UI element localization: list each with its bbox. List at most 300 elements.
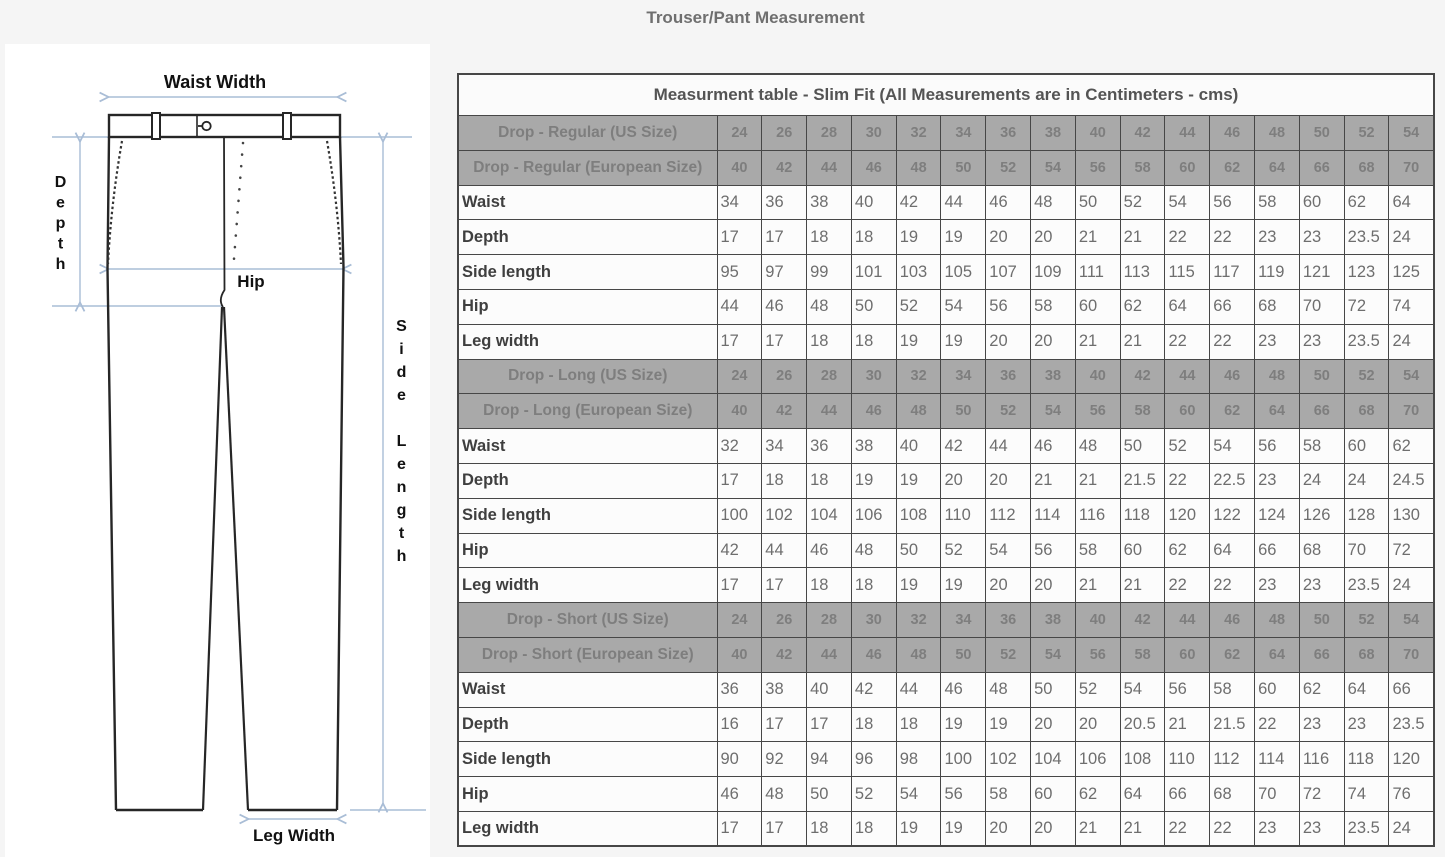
- size-cell: 48: [1255, 116, 1300, 151]
- value-cell: 44: [941, 185, 986, 220]
- size-cell: 26: [762, 116, 807, 151]
- value-cell: 50: [1075, 185, 1120, 220]
- measurement-row: [458, 255, 1434, 290]
- value-cell: 21: [1120, 568, 1165, 603]
- row-label: Side length: [458, 742, 717, 777]
- value-cell: 122: [1210, 498, 1255, 533]
- size-cell: 26: [762, 603, 807, 638]
- value-cell: 24: [1299, 463, 1344, 498]
- size-cell: 62: [1210, 394, 1255, 429]
- size-cell: 56: [1075, 394, 1120, 429]
- value-cell: 114: [1031, 498, 1076, 533]
- size-cell: 38: [1031, 359, 1076, 394]
- size-cell: 68: [1344, 150, 1389, 185]
- trouser-outline: [108, 113, 344, 810]
- value-cell: 72: [1389, 533, 1434, 568]
- value-cell: 21.5: [1120, 463, 1165, 498]
- value-cell: 19: [896, 568, 941, 603]
- value-cell: 21: [1075, 220, 1120, 255]
- value-cell: 21: [1075, 324, 1120, 359]
- size-cell: 52: [986, 637, 1031, 672]
- table-title-row: [458, 74, 1434, 116]
- value-cell: 20: [941, 463, 986, 498]
- value-cell: 36: [717, 672, 762, 707]
- size-cell: 24: [717, 359, 762, 394]
- value-cell: 52: [896, 289, 941, 324]
- value-cell: 50: [851, 289, 896, 324]
- measurement-row: [458, 672, 1434, 707]
- value-cell: 22: [1210, 324, 1255, 359]
- value-cell: 46: [807, 533, 852, 568]
- value-cell: 22: [1165, 811, 1210, 846]
- value-cell: 64: [1389, 185, 1434, 220]
- value-cell: 21: [1075, 463, 1120, 498]
- size-cell: 42: [762, 637, 807, 672]
- size-cell: 54: [1031, 394, 1076, 429]
- right-inseam: [224, 307, 248, 810]
- size-cell: 70: [1389, 637, 1434, 672]
- value-cell: 52: [1165, 429, 1210, 464]
- value-cell: 66: [1255, 533, 1300, 568]
- value-cell: 21.5: [1210, 707, 1255, 742]
- value-cell: 21: [1165, 707, 1210, 742]
- size-cell: 44: [807, 637, 852, 672]
- value-cell: 60: [1075, 289, 1120, 324]
- value-cell: 24.5: [1389, 463, 1434, 498]
- value-cell: 54: [986, 533, 1031, 568]
- value-cell: 72: [1299, 777, 1344, 812]
- row-label: Waist: [458, 672, 717, 707]
- size-cell: 50: [941, 394, 986, 429]
- size-cell: 36: [986, 359, 1031, 394]
- measurement-row: [458, 289, 1434, 324]
- size-cell: 42: [1120, 359, 1165, 394]
- value-cell: 38: [807, 185, 852, 220]
- value-cell: 20: [986, 568, 1031, 603]
- value-cell: 36: [762, 185, 807, 220]
- value-cell: 22: [1165, 568, 1210, 603]
- hip-label: Hip: [237, 272, 265, 291]
- size-cell: 46: [851, 150, 896, 185]
- value-cell: 110: [1165, 742, 1210, 777]
- value-cell: 18: [851, 568, 896, 603]
- value-cell: 32: [717, 429, 762, 464]
- value-cell: 23.5: [1344, 811, 1389, 846]
- value-cell: 115: [1165, 255, 1210, 290]
- value-cell: 68: [1210, 777, 1255, 812]
- value-cell: 90: [717, 742, 762, 777]
- size-cell: 46: [1210, 359, 1255, 394]
- value-cell: 54: [1120, 672, 1165, 707]
- size-cell: 48: [1255, 603, 1300, 638]
- size-cell: 24: [717, 603, 762, 638]
- value-cell: 21: [1120, 811, 1165, 846]
- value-cell: 56: [986, 289, 1031, 324]
- value-cell: 70: [1299, 289, 1344, 324]
- value-cell: 23.5: [1344, 568, 1389, 603]
- value-cell: 23.5: [1344, 324, 1389, 359]
- value-cell: 44: [986, 429, 1031, 464]
- value-cell: 48: [762, 777, 807, 812]
- row-label: Side length: [458, 255, 717, 290]
- size-cell: 64: [1255, 637, 1300, 672]
- drop-label-eu: Drop - Short (European Size): [458, 637, 717, 672]
- trouser-outline-drawing: [5, 44, 430, 857]
- size-cell: 36: [986, 603, 1031, 638]
- measurement-row: [458, 533, 1434, 568]
- size-cell: 62: [1210, 637, 1255, 672]
- value-cell: 120: [1389, 742, 1434, 777]
- value-cell: 20: [1075, 707, 1120, 742]
- value-cell: 17: [717, 568, 762, 603]
- value-cell: 64: [1210, 533, 1255, 568]
- value-cell: 42: [941, 429, 986, 464]
- value-cell: 38: [762, 672, 807, 707]
- row-label: Waist: [458, 429, 717, 464]
- value-cell: 48: [1031, 185, 1076, 220]
- value-cell: 102: [986, 742, 1031, 777]
- value-cell: 64: [1344, 672, 1389, 707]
- size-cell: 40: [717, 394, 762, 429]
- size-cell: 54: [1389, 603, 1434, 638]
- value-cell: 74: [1389, 289, 1434, 324]
- value-cell: 19: [896, 463, 941, 498]
- value-cell: 128: [1344, 498, 1389, 533]
- value-cell: 23: [1299, 811, 1344, 846]
- value-cell: 38: [851, 429, 896, 464]
- value-cell: 42: [717, 533, 762, 568]
- value-cell: 17: [717, 463, 762, 498]
- value-cell: 102: [762, 498, 807, 533]
- value-cell: 22: [1210, 811, 1255, 846]
- size-cell: 58: [1120, 394, 1165, 429]
- value-cell: 99: [807, 255, 852, 290]
- size-cell: 52: [986, 394, 1031, 429]
- value-cell: 16: [717, 707, 762, 742]
- value-cell: 62: [1120, 289, 1165, 324]
- value-cell: 23: [1255, 463, 1300, 498]
- value-cell: 20.5: [1120, 707, 1165, 742]
- value-cell: 24: [1389, 324, 1434, 359]
- size-cell: 42: [762, 150, 807, 185]
- size-cell: 50: [1299, 603, 1344, 638]
- size-cell: 46: [1210, 603, 1255, 638]
- value-cell: 52: [851, 777, 896, 812]
- value-cell: 18: [851, 811, 896, 846]
- value-cell: 17: [717, 811, 762, 846]
- value-cell: 21: [1031, 463, 1076, 498]
- size-cell: 42: [1120, 603, 1165, 638]
- size-cell: 42: [1120, 116, 1165, 151]
- value-cell: 58: [1299, 429, 1344, 464]
- value-cell: 22: [1165, 463, 1210, 498]
- size-cell: 56: [1075, 150, 1120, 185]
- size-cell: 66: [1299, 150, 1344, 185]
- value-cell: 34: [717, 185, 762, 220]
- value-cell: 20: [986, 220, 1031, 255]
- size-cell: 40: [1075, 116, 1120, 151]
- page-title: Trouser/Pant Measurement: [646, 8, 865, 27]
- value-cell: 125: [1389, 255, 1434, 290]
- drop-label-us: Drop - Short (US Size): [458, 603, 717, 638]
- value-cell: 66: [1389, 672, 1434, 707]
- value-cell: 124: [1255, 498, 1300, 533]
- size-cell: 68: [1344, 637, 1389, 672]
- value-cell: 21: [1120, 220, 1165, 255]
- value-cell: 54: [1210, 429, 1255, 464]
- size-header-row-us: [458, 359, 1434, 394]
- size-cell: 56: [1075, 637, 1120, 672]
- value-cell: 108: [896, 498, 941, 533]
- belt-loop-right: [283, 113, 291, 139]
- value-cell: 62: [1075, 777, 1120, 812]
- value-cell: 68: [1299, 533, 1344, 568]
- value-cell: 96: [851, 742, 896, 777]
- size-cell: 30: [851, 603, 896, 638]
- value-cell: 109: [1031, 255, 1076, 290]
- value-cell: 46: [717, 777, 762, 812]
- value-cell: 19: [851, 463, 896, 498]
- value-cell: 23: [1299, 324, 1344, 359]
- measurement-row: [458, 742, 1434, 777]
- size-cell: 48: [896, 150, 941, 185]
- value-cell: 50: [896, 533, 941, 568]
- value-cell: 123: [1344, 255, 1389, 290]
- value-cell: 108: [1120, 742, 1165, 777]
- value-cell: 19: [896, 324, 941, 359]
- size-cell: 38: [1031, 603, 1076, 638]
- size-cell: 64: [1255, 150, 1300, 185]
- row-label: Waist: [458, 185, 717, 220]
- value-cell: 40: [807, 672, 852, 707]
- row-label: Side length: [458, 498, 717, 533]
- value-cell: 23: [1299, 220, 1344, 255]
- size-cell: 28: [807, 603, 852, 638]
- size-cell: 28: [807, 116, 852, 151]
- value-cell: 20: [1031, 324, 1076, 359]
- value-cell: 58: [1255, 185, 1300, 220]
- size-header-row-eu: [458, 394, 1434, 429]
- value-cell: 97: [762, 255, 807, 290]
- value-cell: 101: [851, 255, 896, 290]
- value-cell: 20: [1031, 220, 1076, 255]
- size-cell: 24: [717, 116, 762, 151]
- size-cell: 44: [1165, 603, 1210, 638]
- size-cell: 62: [1210, 150, 1255, 185]
- row-label: Depth: [458, 220, 717, 255]
- value-cell: 60: [1031, 777, 1076, 812]
- value-cell: 18: [762, 463, 807, 498]
- value-cell: 18: [807, 568, 852, 603]
- value-cell: 22: [1255, 707, 1300, 742]
- value-cell: 52: [941, 533, 986, 568]
- value-cell: 114: [1255, 742, 1300, 777]
- size-header-row-us: [458, 116, 1434, 151]
- value-cell: 60: [1299, 185, 1344, 220]
- value-cell: 18: [807, 324, 852, 359]
- size-cell: 40: [1075, 359, 1120, 394]
- value-cell: 34: [762, 429, 807, 464]
- size-cell: 52: [1344, 359, 1389, 394]
- size-cell: 50: [941, 150, 986, 185]
- value-cell: 18: [807, 463, 852, 498]
- row-label: Hip: [458, 289, 717, 324]
- value-cell: 54: [1165, 185, 1210, 220]
- size-cell: 32: [896, 116, 941, 151]
- crease-dotted-line: [234, 143, 243, 259]
- measurement-row: [458, 429, 1434, 464]
- size-header-row-us: [458, 603, 1434, 638]
- value-cell: 126: [1299, 498, 1344, 533]
- size-cell: 40: [1075, 603, 1120, 638]
- value-cell: 20: [986, 324, 1031, 359]
- side-length-label: Side Length: [393, 318, 410, 571]
- size-cell: 60: [1165, 637, 1210, 672]
- value-cell: 56: [941, 777, 986, 812]
- value-cell: 23.5: [1389, 707, 1434, 742]
- size-cell: 44: [807, 150, 852, 185]
- value-cell: 70: [1255, 777, 1300, 812]
- size-cell: 52: [986, 150, 1031, 185]
- value-cell: 19: [941, 811, 986, 846]
- value-cell: 20: [1031, 707, 1076, 742]
- value-cell: 62: [1344, 185, 1389, 220]
- value-cell: 74: [1344, 777, 1389, 812]
- size-cell: 34: [941, 359, 986, 394]
- size-cell: 28: [807, 359, 852, 394]
- value-cell: 23.5: [1344, 220, 1389, 255]
- value-cell: 19: [941, 220, 986, 255]
- measurement-row: [458, 707, 1434, 742]
- value-cell: 42: [896, 185, 941, 220]
- value-cell: 56: [1031, 533, 1076, 568]
- value-cell: 70: [1344, 533, 1389, 568]
- row-label: Hip: [458, 533, 717, 568]
- value-cell: 19: [941, 324, 986, 359]
- size-cell: 38: [1031, 116, 1076, 151]
- value-cell: 118: [1344, 742, 1389, 777]
- size-cell: 36: [986, 116, 1031, 151]
- value-cell: 36: [807, 429, 852, 464]
- size-cell: 54: [1031, 637, 1076, 672]
- value-cell: 17: [717, 324, 762, 359]
- value-cell: 62: [1299, 672, 1344, 707]
- size-cell: 34: [941, 603, 986, 638]
- value-cell: 58: [986, 777, 1031, 812]
- value-cell: 44: [762, 533, 807, 568]
- measurement-row: [458, 498, 1434, 533]
- value-cell: 17: [762, 220, 807, 255]
- value-cell: 112: [986, 498, 1031, 533]
- value-cell: 44: [717, 289, 762, 324]
- value-cell: 20: [1031, 568, 1076, 603]
- value-cell: 40: [896, 429, 941, 464]
- value-cell: 72: [1344, 289, 1389, 324]
- value-cell: 18: [851, 324, 896, 359]
- size-cell: 54: [1389, 116, 1434, 151]
- size-cell: 50: [1299, 359, 1344, 394]
- size-cell: 52: [1344, 116, 1389, 151]
- size-cell: 68: [1344, 394, 1389, 429]
- size-cell: 52: [1344, 603, 1389, 638]
- value-cell: 100: [941, 742, 986, 777]
- value-cell: 56: [1255, 429, 1300, 464]
- value-cell: 24: [1389, 811, 1434, 846]
- size-cell: 48: [896, 637, 941, 672]
- value-cell: 48: [1075, 429, 1120, 464]
- measurement-row: [458, 811, 1434, 846]
- value-cell: 19: [986, 707, 1031, 742]
- value-cell: 18: [851, 707, 896, 742]
- value-cell: 54: [941, 289, 986, 324]
- value-cell: 103: [896, 255, 941, 290]
- size-cell: 32: [896, 359, 941, 394]
- value-cell: 48: [851, 533, 896, 568]
- size-header-row-eu: [458, 637, 1434, 672]
- size-cell: 54: [1389, 359, 1434, 394]
- value-cell: 130: [1389, 498, 1434, 533]
- size-cell: 58: [1120, 150, 1165, 185]
- size-cell: 60: [1165, 394, 1210, 429]
- size-cell: 40: [717, 150, 762, 185]
- value-cell: 17: [807, 707, 852, 742]
- belt-loop-left: [152, 113, 160, 139]
- size-cell: 46: [1210, 116, 1255, 151]
- size-cell: 44: [807, 394, 852, 429]
- size-cell: 64: [1255, 394, 1300, 429]
- left-pocket-stitch: [108, 141, 122, 264]
- size-cell: 54: [1031, 150, 1076, 185]
- table-title: Measurment table - Slim Fit (All Measurements are in Centimeters - cms): [458, 74, 1434, 116]
- size-header-row-eu: [458, 150, 1434, 185]
- value-cell: 60: [1120, 533, 1165, 568]
- value-cell: 105: [941, 255, 986, 290]
- measurement-row: [458, 220, 1434, 255]
- value-cell: 121: [1299, 255, 1344, 290]
- value-cell: 64: [1120, 777, 1165, 812]
- row-label: Leg width: [458, 324, 717, 359]
- value-cell: 22: [1165, 220, 1210, 255]
- value-cell: 23: [1299, 707, 1344, 742]
- drop-label-us: Drop - Regular (US Size): [458, 116, 717, 151]
- value-cell: 58: [1075, 533, 1120, 568]
- size-cell: 32: [896, 603, 941, 638]
- measurement-row: [458, 185, 1434, 220]
- value-cell: 46: [1031, 429, 1076, 464]
- value-cell: 50: [1031, 672, 1076, 707]
- value-cell: 116: [1075, 498, 1120, 533]
- value-cell: 23: [1344, 707, 1389, 742]
- value-cell: 42: [851, 672, 896, 707]
- value-cell: 106: [851, 498, 896, 533]
- value-cell: 18: [896, 707, 941, 742]
- value-cell: 17: [762, 568, 807, 603]
- value-cell: 104: [807, 498, 852, 533]
- value-cell: 23: [1255, 811, 1300, 846]
- value-cell: 19: [896, 220, 941, 255]
- size-cell: 66: [1299, 637, 1344, 672]
- value-cell: 100: [717, 498, 762, 533]
- value-cell: 117: [1210, 255, 1255, 290]
- size-cell: 44: [1165, 359, 1210, 394]
- value-cell: 22: [1210, 220, 1255, 255]
- value-cell: 107: [986, 255, 1031, 290]
- size-cell: 34: [941, 116, 986, 151]
- leg-width-label: Leg Width: [253, 826, 335, 845]
- size-cell: 50: [1299, 116, 1344, 151]
- value-cell: 44: [896, 672, 941, 707]
- value-cell: 19: [941, 568, 986, 603]
